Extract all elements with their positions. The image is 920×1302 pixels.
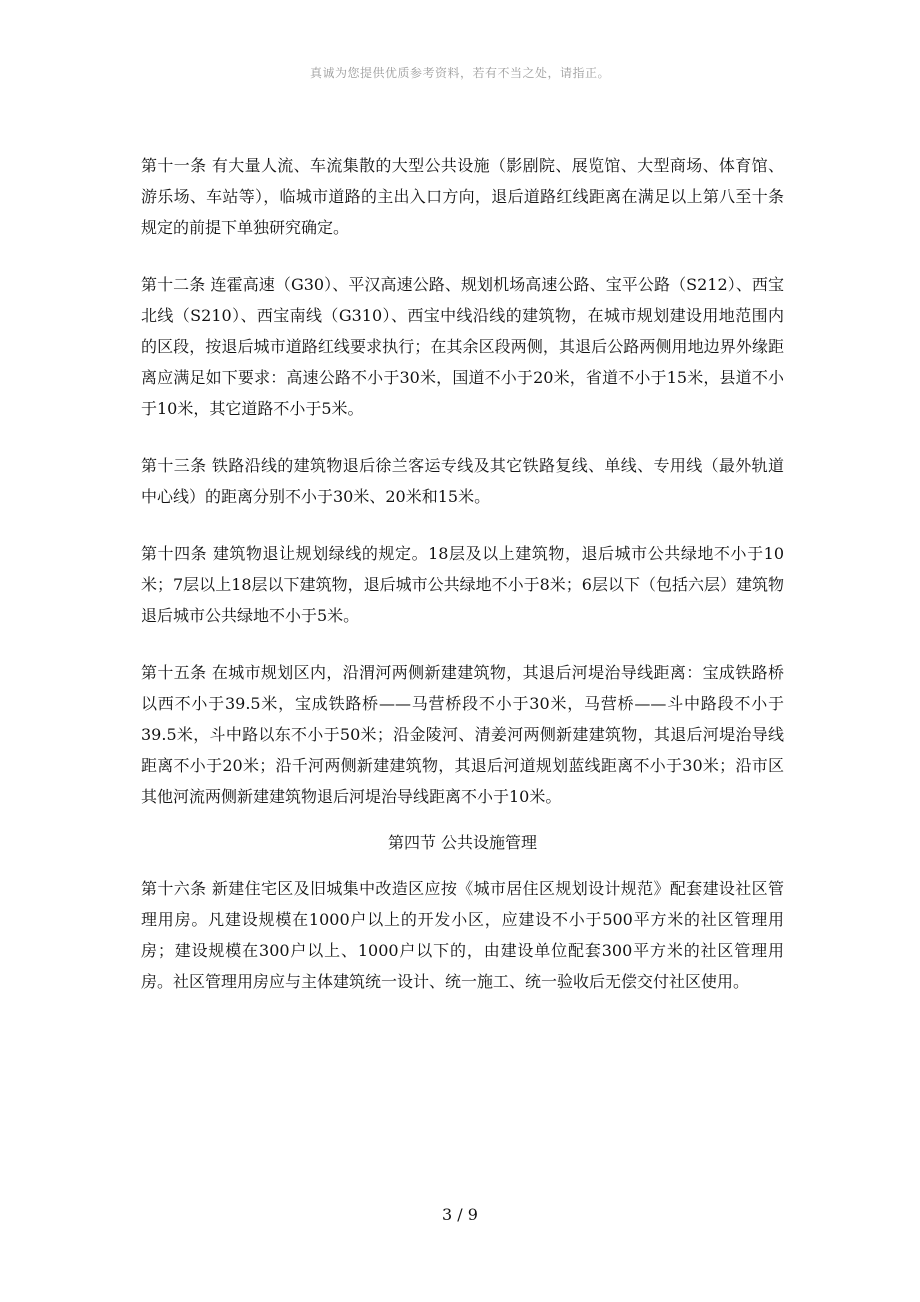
section-heading: 第四节 公共设施管理: [387, 833, 538, 852]
article-16-paragraph: 第十六条 新建住宅区及旧城集中改造区应按《城市居住区规划设计规范》配套建设社区管理用房。凡建设规模在1000户以上的开发小区，应建设不小于500平方米的社区管理用房；建设规模在300户以上、1000户以下的，由建设单位配套300平方米的社区管理用房。社区管理用房应与主体建筑统一设计、统一施工、统一验收后无偿交付社区使用。: [141, 879, 784, 991]
article-11-paragraph: 第十一条 有大量人流、车流集散的大型公共设施（影剧院、展览馆、大型商场、体育馆、游乐场、车站等），临城市道路的主出入口方向，退后道路红线距离在满足以上第八至十条规定的前提下单独研究确定。: [141, 156, 784, 237]
page-number: 3 / 9: [442, 1205, 478, 1224]
article-15-paragraph: 第十五条 在城市规划区内，沿渭河两侧新建建筑物，其退后河堤治导线距离：宝成铁路桥以西不小于39.5米，宝成铁路桥——马营桥段不小于30米，马营桥——斗中路段不小于39.5米，斗中路以东不小于50米；沿金陵河、清姜河两侧新建建筑物，其退后河堤治导线距离不小于20米；沿千河两侧新建建筑物，其退后河道规划蓝线距离不小于30米；沿市区其他河流两侧新建建筑物退后河堤治导线距离不小于10米。: [141, 663, 784, 806]
article-12-paragraph: 第十二条 连霍高速（G30）、平汉高速公路、规划机场高速公路、宝平公路（S212）、西宝北线（S210）、西宝南线（G310）、西宝中线沿线的建筑物，在城市规划建设用地范围内的区段，按退后城市道路红线要求执行；在其余区段两侧，其退后公路两侧用地边界外缘距离应满足如下要求：高速公路不小于30米，国道不小于20米，省道不小于15米，县道不小于10米，其它道路不小于5米。: [141, 275, 784, 418]
header-note: 真诚为您提供优质参考资料，若有不当之处，请指正。: [309, 66, 610, 80]
document-body: [141, 150, 784, 997]
article-14-paragraph: 第十四条 建筑物退让规划绿线的规定。18层及以上建筑物，退后城市公共绿地不小于10米；7层以上18层以下建筑物，退后城市公共绿地不小于8米；6层以下（包括六层）建筑物退后城市公共绿地不小于5米。: [141, 544, 784, 625]
article-13-paragraph: 第十三条 铁路沿线的建筑物退后徐兰客运专线及其它铁路复线、单线、专用线（最外轨道中心线）的距离分别不小于30米、20米和15米。: [141, 456, 784, 506]
